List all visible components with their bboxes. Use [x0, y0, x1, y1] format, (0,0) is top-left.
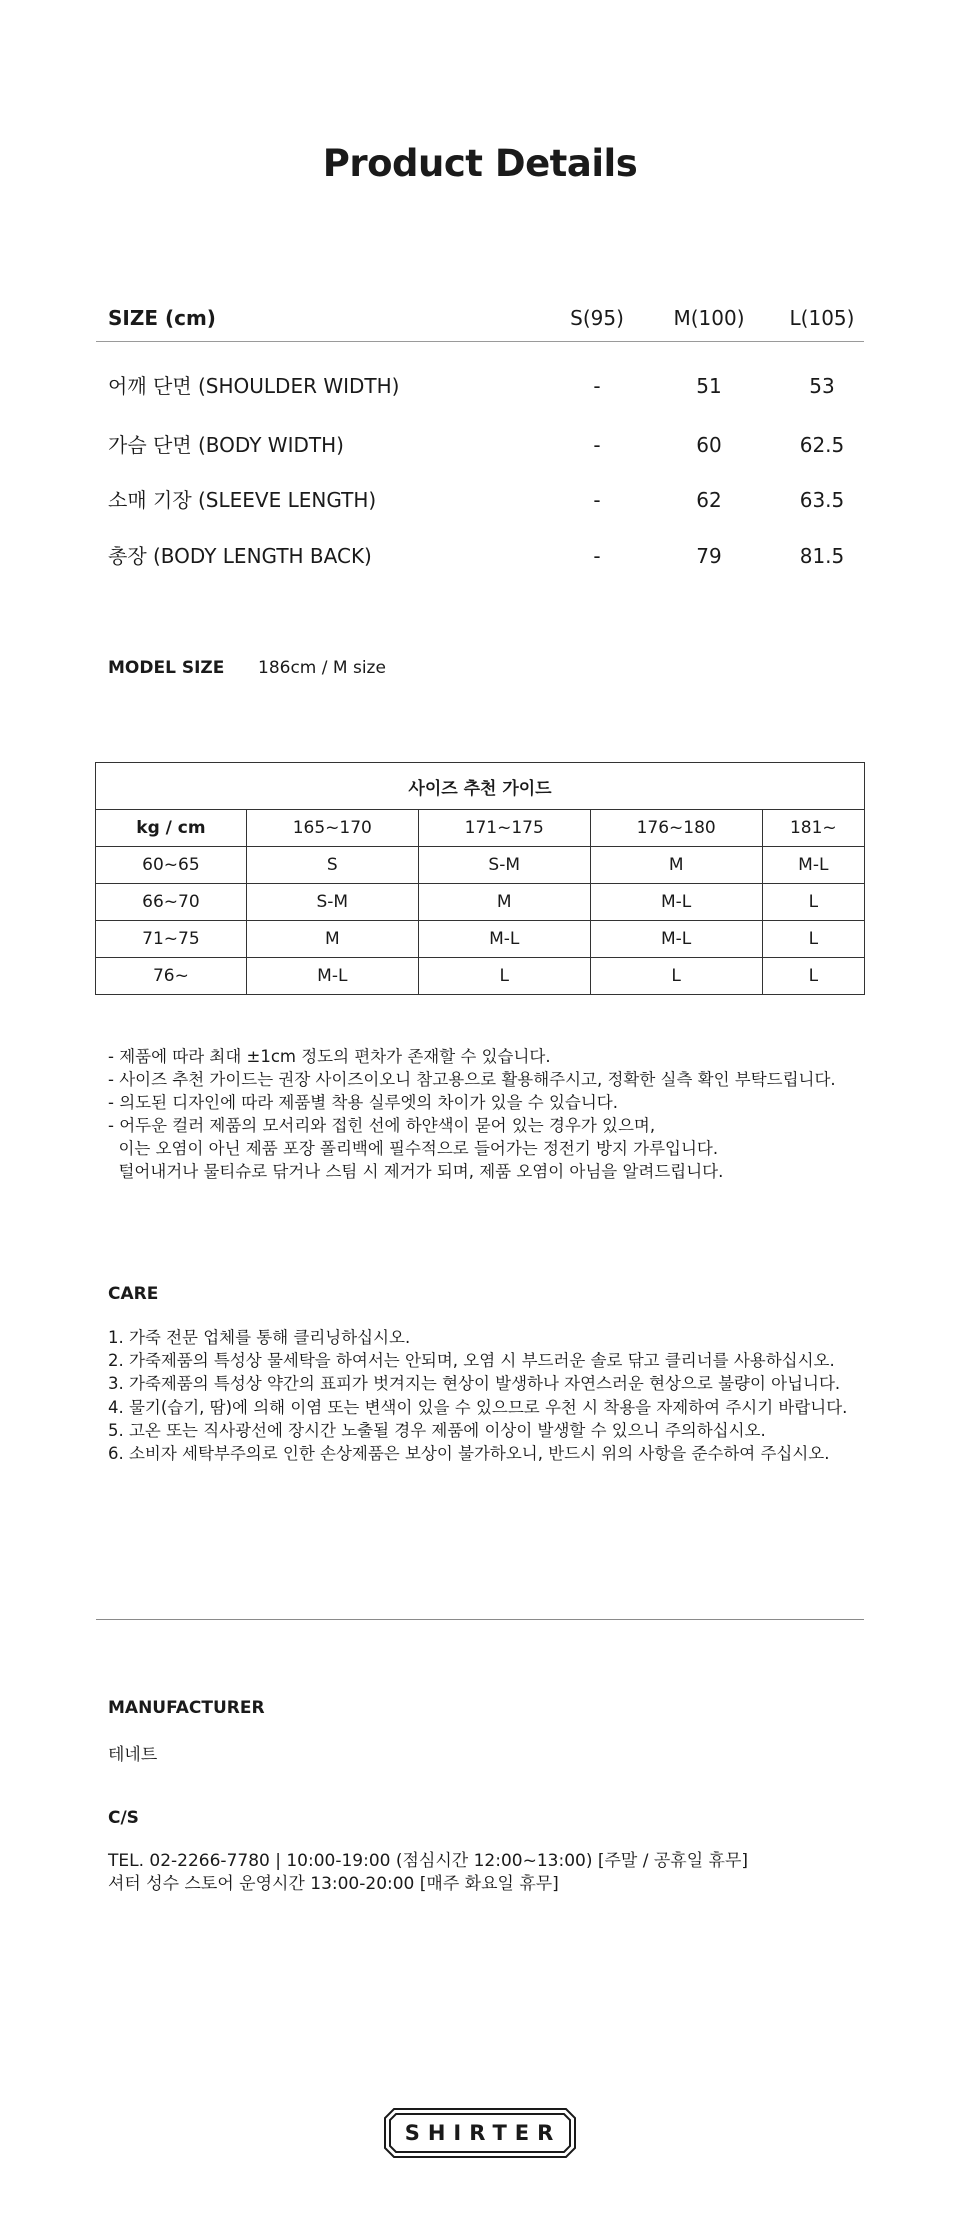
size-row-label: 어깨 단면 (SHOULDER WIDTH) [108, 374, 400, 398]
guide-cell: 60~65 [96, 847, 247, 884]
guide-cell: M-L [762, 847, 864, 884]
size-cell: 60 [696, 433, 722, 457]
care-item: 2. 가죽제품의 특성상 물세탁을 하여서는 안되며, 오염 시 부드러운 솔로 닦고 클리너를 사용하십시오. [108, 1351, 835, 1371]
note-line: - 어두운 컬러 제품의 모서리와 접힌 선에 하얀색이 묻어 있는 경우가 있으며, [108, 1116, 656, 1135]
manufacturer-title: MANUFACTURER [108, 1698, 265, 1718]
size-cell: 79 [696, 544, 722, 568]
table-row [96, 921, 865, 958]
note-line: 이는 오염이 아닌 제품 포장 폴리백에 필수적으로 들어가는 정전기 방지 가루입니다. [108, 1139, 719, 1158]
guide-cell: M-L [418, 921, 590, 958]
size-row-shoulder [108, 366, 864, 406]
note-line: 털어내거나 물티슈로 닦거나 스팀 시 제거가 되며, 제품 오염이 아님을 알려드립니다. [108, 1162, 724, 1181]
care-title: CARE [108, 1284, 159, 1304]
guide-header-cell: 176~180 [590, 810, 762, 847]
size-cell: - [593, 433, 601, 457]
size-row-label: 소매 기장 (SLEEVE LENGTH) [108, 488, 377, 512]
manufacturer-name: 테네트 [108, 1745, 158, 1765]
size-table-header [108, 298, 864, 338]
table-row [96, 958, 865, 995]
table-row [96, 847, 865, 884]
guide-cell: S [246, 847, 418, 884]
guide-header-cell: 165~170 [246, 810, 418, 847]
size-cell: - [593, 374, 601, 398]
size-cell: 63.5 [799, 488, 845, 512]
guide-cell: 71~75 [96, 921, 247, 958]
cs-line: TEL. 02-2266-7780 | 10:00-19:00 (점심시간 12:00~13:00) [주말 / 공휴일 휴무] [108, 1851, 749, 1871]
guide-cell: M-L [590, 884, 762, 921]
size-header-label: SIZE (cm) [108, 306, 216, 330]
guide-cell: M [246, 921, 418, 958]
guide-header-cell: kg / cm [96, 810, 247, 847]
care-item: 5. 고온 또는 직사광선에 장시간 노출될 경우 제품에 이상이 발생할 수 있으니 주의하십시오. [108, 1420, 766, 1440]
guide-cell: L [762, 921, 864, 958]
size-row-sleeve [108, 480, 864, 520]
size-cell: 53 [809, 374, 835, 398]
cs-info [108, 1850, 748, 1896]
care-item: 6. 소비자 세탁부주의로 인한 손상제품은 보상이 불가하오니, 반드시 위의 사항을 준수하여 주십시오. [108, 1444, 830, 1464]
size-cell: - [593, 488, 601, 512]
size-cell: 51 [696, 374, 722, 398]
size-guide-header-row [96, 810, 865, 847]
size-col-m: M(100) [673, 306, 745, 330]
care-item: 1. 가죽 전문 업체를 통해 클리닝하십시오. [108, 1328, 411, 1347]
size-guide-table [95, 762, 865, 995]
size-notes [108, 1045, 836, 1183]
cs-line: 셔터 성수 스토어 운영시간 13:00-20:00 [매주 화요일 휴무] [108, 1874, 559, 1894]
size-row-label: 총장 (BODY LENGTH BACK) [108, 544, 372, 568]
guide-cell: L [418, 958, 590, 995]
guide-cell: M-L [246, 958, 418, 995]
table-row [96, 884, 865, 921]
page-title: Product Details [322, 142, 638, 185]
guide-cell: L [590, 958, 762, 995]
size-cell: 62.5 [799, 433, 845, 457]
size-col-l: L(105) [789, 306, 855, 330]
care-item: 4. 물기(습기, 땀)에 의해 이염 또는 변색이 있을 수 있으므로 우천 시 착용을 자제하여 주시기 바랍니다. [108, 1397, 848, 1417]
size-row-length [108, 536, 864, 576]
guide-cell: M-L [590, 921, 762, 958]
guide-header-cell: 171~175 [418, 810, 590, 847]
care-item: 3. 가죽제품의 특성상 약간의 표피가 벗겨지는 현상이 발생하나 자연스러운 현상으로 불량이 아닙니다. [108, 1374, 841, 1394]
size-cell: - [593, 544, 601, 568]
cs-title: C/S [108, 1808, 139, 1828]
note-line: - 사이즈 추천 가이드는 권장 사이즈이오니 참고용으로 활용해주시고, 정확한 실측 확인 부탁드립니다. [108, 1070, 836, 1089]
guide-header-cell: 181~ [762, 810, 864, 847]
size-guide-title: 사이즈 추천 가이드 [96, 763, 865, 810]
guide-cell: L [762, 884, 864, 921]
guide-cell: 66~70 [96, 884, 247, 921]
size-table-rule [96, 341, 864, 342]
model-size-label: MODEL SIZE [108, 658, 225, 678]
guide-cell: M [590, 847, 762, 884]
model-size-value: 186cm / M size [258, 658, 386, 678]
brand-logo [384, 2108, 576, 2158]
logo-text: SHIRTER [404, 2121, 562, 2145]
size-row-body-width [108, 425, 864, 465]
guide-cell: M [418, 884, 590, 921]
guide-cell: S-M [418, 847, 590, 884]
size-col-s: S(95) [570, 306, 624, 330]
guide-cell: 76~ [96, 958, 247, 995]
size-row-label: 가슴 단면 (BODY WIDTH) [108, 433, 344, 457]
model-size [108, 658, 386, 678]
size-cell: 62 [696, 488, 722, 512]
note-line: - 제품에 따라 최대 ±1cm 정도의 편차가 존재할 수 있습니다. [108, 1047, 551, 1066]
size-cell: 81.5 [799, 544, 845, 568]
care-list [108, 1326, 847, 1465]
note-line: - 의도된 디자인에 따라 제품별 착용 실루엣의 차이가 있을 수 있습니다. [108, 1093, 618, 1112]
guide-cell: L [762, 958, 864, 995]
section-divider [96, 1619, 864, 1620]
guide-cell: S-M [246, 884, 418, 921]
